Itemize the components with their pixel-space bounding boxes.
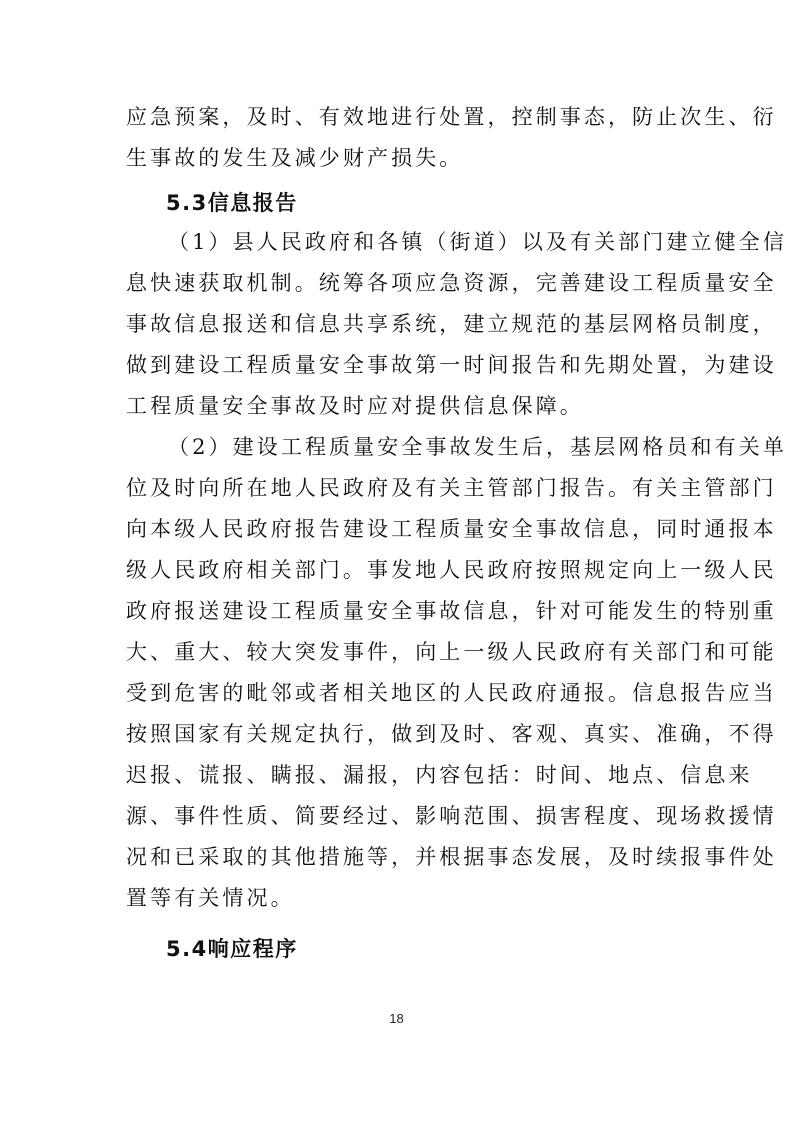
paragraph-line: 应急预案，及时、有效地进行处置，控制事态，防止次生、衍: [126, 105, 777, 129]
paragraph-line: 源、事件性质、简要经过、影响范围、损害程度、现场救援情: [126, 804, 777, 828]
paragraph-line: （2）建设工程质量安全事故发生后，基层网格员和有关单: [168, 435, 787, 459]
paragraph-line: （1）县人民政府和各镇（街道）以及有关部门建立健全信: [168, 230, 787, 254]
section-heading-5-4: 5.4响应程序: [166, 937, 298, 961]
page-number: 18: [389, 1011, 404, 1026]
paragraph-line: 生事故的发生及减少财产损失。: [126, 146, 464, 170]
paragraph-line: 政府报送建设工程质量安全事故信息，针对可能发生的特别重: [126, 599, 777, 623]
paragraph-line: 置等有关情况。: [126, 886, 295, 910]
paragraph-5-3-1: [126, 222, 787, 427]
paragraph-line: 级人民政府相关部门。事发地人民政府按照规定向上一级人民: [126, 558, 777, 582]
paragraph-line: 大、重大、较大突发事件，向上一级人民政府有关部门和可能: [126, 640, 777, 664]
section-heading-5-3: 5.3信息报告: [166, 191, 298, 215]
paragraph-line: 向本级人民政府报告建设工程质量安全事故信息，同时通报本: [126, 517, 777, 541]
paragraph-line: 息快速获取机制。统筹各项应急资源，完善建设工程质量安全: [126, 271, 777, 295]
paragraph-line: 位及时向所在地人民政府及有关主管部门报告。有关主管部门: [126, 476, 777, 500]
paragraph-5-3-2: [126, 427, 787, 919]
paragraph-line: 况和已采取的其他措施等，并根据事态发展，及时续报事件处: [126, 845, 777, 869]
paragraph-line: 迟报、谎报、瞒报、漏报，内容包括：时间、地点、信息来: [126, 763, 753, 787]
paragraph-line: 按照国家有关规定执行，做到及时、客观、真实、准确，不得: [126, 722, 777, 746]
paragraph-line: 事故信息报送和信息共享系统，建立规范的基层网格员制度，: [126, 312, 777, 336]
paragraph-line: 工程质量安全事故及时应对提供信息保障。: [126, 394, 584, 418]
paragraph-line: 做到建设工程质量安全事故第一时间报告和先期处置，为建设: [126, 353, 777, 377]
continuation-paragraph: [126, 97, 777, 179]
paragraph-line: 受到危害的毗邻或者相关地区的人民政府通报。信息报告应当: [126, 681, 777, 705]
